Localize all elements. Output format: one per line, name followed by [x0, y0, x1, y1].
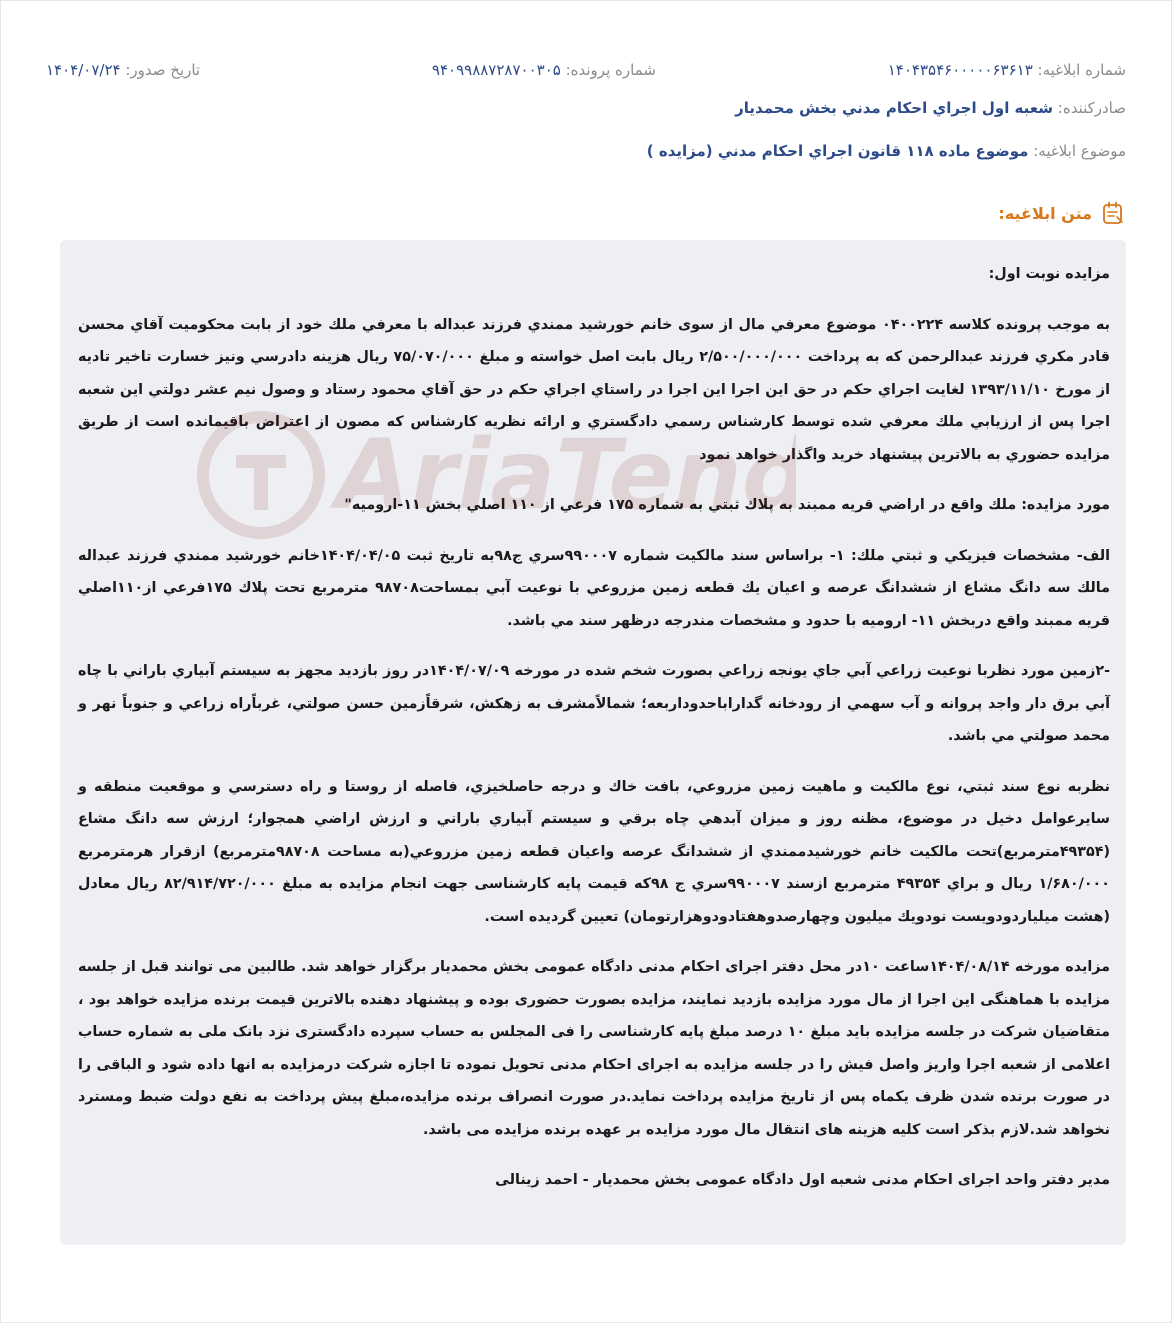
- case-number: [432, 61, 656, 79]
- subject-label: موضوع ابلاغیه:: [1033, 142, 1126, 160]
- notice-body: [60, 240, 1126, 1245]
- paragraph-case: به موجب پرونده كلاسه ۰۴۰۰۲۲۴ موضوع معرفي مال از سوی خانم خورشيد ممندي فرزند عبداله با معرفي ملك خود از بابت محكوميت آقاي محسن قادر مكري فرزند عبدالرحمن كه به پرداخت ۲/۵۰۰/۰۰۰/۰۰۰ ريال بابت اصل خواسته و مبلغ ۷۵/۰۷۰/۰۰۰ ريال هزينه دادرسي ونيز خسارت تاخير تاديه از مورخ ۱۳۹۳/۱۱/۱۰ لغايت اجراي حكم در حق اين اجرا اين اجرا در راستاي اجراي حكم در حق آقاي محمود رستاد و وصول نيم عشر دولتي اين شعبه اجرا پس از ارزيابي ملك معرفي شده توسط كارشناس رسمي دادگستري و ارائه نظريه كارشناس كه مصون از اعتراض باقيمانده است از طريق مزايده حضوري به بالاترين پيشنهاد خريد واگذار خواهد نمود: [78, 316, 1110, 463]
- case-number-value: ۹۴۰۹۹۸۸۷۲۸۷۰۰۳۰۵: [431, 61, 561, 79]
- notice-number: [888, 61, 1126, 79]
- issuer-label: صادرکننده:: [1057, 99, 1126, 117]
- signature-line: مدير دفتر واحد اجرای احکام مدنی شعبه اول دادگاه عمومی بخش محمديار - احمد زينالی: [495, 1172, 1110, 1188]
- subject-row: [647, 142, 1126, 160]
- notice-number-value: ۱۴۰۴۳۵۴۶۰۰۰۰۰۶۳۶۱۳: [887, 61, 1033, 79]
- paragraph-property-specs: الف- مشخصات فيزيكي و ثبتي ملك: ۱- براساس سند مالكيت شماره ۹۹۰۰۰۷سري ج۹۸به تاريخ ثبت ۱۴۰۴/۰۴/۰۵خانم خورشيد ممندي فرزند عبداله مالك سه دانگ مشاع از ششدانگ عرصه و اعيان يك قطعه زمين مزروعي با نوعيت آبي بمساحت۹۸۷۰۸ مترمربع تحت پلاك ۱۷۵فرعي از۱۱۰اصلي قريه ممبند واقع دربخش ۱۱- اروميه با حدود و مشخصات مندرجه درظهر سند مي باشد.: [78, 547, 1111, 629]
- notice-text-header: [998, 200, 1126, 226]
- issue-date-label: تاریخ صدور:: [125, 61, 201, 79]
- issuer-row: [735, 99, 1126, 117]
- notice-meta-row: [46, 56, 1126, 84]
- auction-heading: مزايده نوبت اول:: [988, 266, 1110, 282]
- paragraph-valuation: نظربه نوع سند ثبتي، نوع مالكيت و ماهيت زمين مزروعي، بافت خاك و درجه حاصلخيزي، فاصله از روستا و راه دسترسي و موقعيت منطقه و سايرعوامل دخيل در موضوع، مظنه روز و ميزان آبدهي چاه برقي و سيستم آبياري باراني و ارزش اراضي همجوار؛ ارزش سه دانگ مشاع (۴۹۳۵۴مترمربع)تحت مالكيت خانم خورشيدممندي از ششدانگ عرصه واعيان قطعه زمين مزروعي(به مساحت ۹۸۷۰۸مترمربع) ازقرار هرمترمربع ۱/۶۸۰/۰۰۰ ريال و براي ۴۹۳۵۴ مترمربع ازسند ۹۹۰۰۰۷سري ج ۹۸كه قيمت پايه كارشناسی جهت انجام مزايده به مبلغ ۸۲/۹۱۴/۷۲۰/۰۰۰ ريال معادل (هشت ميلياردودويست نودويك ميليون وچهارصدوهفتادودوهزارتومان) تعيين گرديده است.: [78, 778, 1111, 925]
- notice-number-label: شماره ابلاغیه:: [1037, 61, 1126, 79]
- paragraph-auction-terms: مزايده مورخه ۱۴۰۴/۰۸/۱۴ساعت ۱۰در محل دفتر اجرای احکام مدنی دادگاه عمومی بخش محمديار برگزار خواهد شد. طالبين می توانند قبل از جلسه مزايده با هماهنگی اين اجرا از مال مورد مزايده بازديد نمايند، مزايده بصورت حضوری بوده و پيشنهاد دهنده بالاترين قيمت برنده مزايده خواهد بود ، متقاضيان شرکت در جلسه مزايده بايد مبلغ ۱۰ درصد مبلغ پايه کارشناسی را فی المجلس به حساب سپرده دادگستری نزد بانک ملی به شماره حساب اعلامی از شعبه اجرا واريز واصل فيش را در جلسه مزايده به اجرای احکام مدنی تحويل نموده تا اجازه شرکت درمزايده به انها داده شود و الباقی را در صورت برنده شدن ظرف يکماه پس از تاريخ مزايده پرداخت نمايد.در صورت انصراف برنده مزايده،مبلغ پيش پرداخت به نفع دولت ضبط ومسترد نخواهد شد.لازم بذکر است کليه هزينه های انتقال مال مورد مزايده بر عهده برنده مزايده می باشد.: [78, 959, 1110, 1138]
- paragraph-land-description: -۲زمين مورد نظربا نوعيت زراعي آبي جاي يونجه زراعي بصورت شخم شده در مورخه ۱۴۰۴/۰۷/۰۹در روز بازديد مجهز به سيستم آبياري باراني با چاه آبي برق دار واجد پروانه و آب سهمي از رودخانه گداراباحدوداربعه؛ شمالاًمشرف به زهكش، شرقاًزمين حسن صولتي، غرباًراه زراعي و جنوباً نهر و محمد صولتي مي باشد.: [78, 663, 1111, 744]
- issue-date-value: ۱۴۰۴/۰۷/۲۴: [46, 61, 121, 79]
- issuer-value: شعبه اول اجراي احكام مدني بخش محمديار: [735, 99, 1053, 117]
- subject-value: موضوع ماده ۱۱۸ قانون اجراي احكام مدني (مزايده ): [646, 142, 1029, 160]
- case-number-label: شماره پرونده:: [565, 61, 656, 79]
- note-icon: [1100, 200, 1126, 226]
- paragraph-subject: مورد مزايده: ملك واقع در اراضي قريه ممبند به پلاك ثبتي به شماره ۱۷۵ فرعي از ۱۱۰ اصلي بخش ۱۱-اروميه": [344, 497, 1110, 513]
- notice-text-title: متن ابلاغیه:: [998, 203, 1092, 223]
- issue-date: [46, 61, 200, 79]
